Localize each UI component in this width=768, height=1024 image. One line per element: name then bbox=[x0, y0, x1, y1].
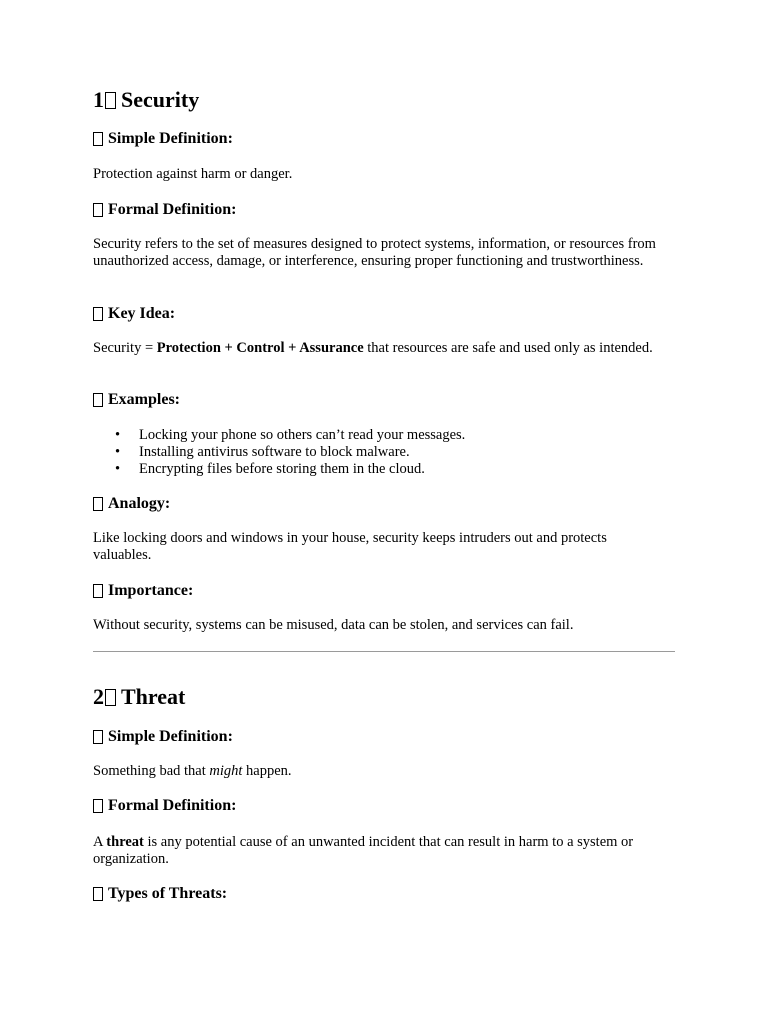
formal-definition-heading bbox=[93, 796, 236, 816]
emoji-icon bbox=[93, 203, 103, 217]
heading-label: Formal Definition: bbox=[108, 797, 237, 814]
text-emphasis: might bbox=[209, 763, 243, 779]
simple-definition-text: Protection against harm or danger. bbox=[93, 166, 293, 182]
types-of-threats-heading bbox=[93, 884, 227, 904]
analogy-text: Like locking doors and windows in your house, security keeps intruders out and protects valuables. bbox=[93, 530, 607, 563]
list-item: • Encrypting files before storing them in the cloud. bbox=[93, 461, 676, 478]
heading-label: Types of Threats: bbox=[108, 885, 228, 902]
examples-heading bbox=[93, 390, 180, 410]
list-item: • Installing antivirus software to block malware. bbox=[93, 444, 676, 461]
importance-text: Without security, systems can be misused, data can be stolen, and services can fail. bbox=[93, 617, 574, 633]
emoji-icon bbox=[93, 584, 103, 598]
heading-label: Simple Definition: bbox=[108, 728, 233, 745]
examples-list bbox=[93, 427, 676, 478]
formal-definition-text bbox=[93, 834, 676, 868]
emoji-icon bbox=[93, 887, 103, 901]
key-idea-text bbox=[93, 340, 653, 357]
emoji-icon bbox=[93, 132, 103, 146]
heading-label: Formal Definition: bbox=[108, 201, 237, 218]
analogy-heading bbox=[93, 494, 170, 514]
section-2-number: 2 bbox=[93, 684, 104, 709]
keycap-icon bbox=[105, 689, 116, 706]
text-prefix: Something bad that bbox=[93, 763, 210, 779]
text-prefix: A bbox=[93, 834, 107, 850]
heading-label: Key Idea: bbox=[108, 305, 176, 322]
formal-definition-text: Security refers to the set of measures designed to protect systems, information, or resources from unauthorized access, damage, or interference, ensuring proper functioning and trustworthiness. bbox=[93, 236, 656, 269]
section-1-number: 1 bbox=[93, 87, 104, 112]
section-2-title: Threat bbox=[121, 684, 186, 709]
simple-definition-heading bbox=[93, 727, 233, 747]
emoji-icon bbox=[93, 307, 103, 321]
text-term: threat bbox=[106, 834, 144, 850]
text-suffix: is any potential cause of an unwanted incident that can result in harm to a system or organization. bbox=[93, 834, 634, 867]
heading-label: Simple Definition: bbox=[108, 130, 233, 147]
simple-definition-text bbox=[93, 763, 292, 780]
text-suffix: happen. bbox=[242, 763, 292, 779]
emoji-icon bbox=[93, 393, 103, 407]
emoji-icon bbox=[93, 799, 103, 813]
formal-definition-heading bbox=[93, 200, 236, 220]
section-1-heading bbox=[93, 87, 199, 113]
section-divider bbox=[93, 651, 675, 652]
emoji-icon bbox=[93, 497, 103, 511]
list-item: • Locking your phone so others can’t read your messages. bbox=[93, 427, 676, 444]
section-2-heading bbox=[93, 684, 185, 710]
emoji-icon bbox=[93, 730, 103, 744]
heading-label: Importance: bbox=[108, 582, 194, 599]
importance-heading bbox=[93, 581, 193, 601]
heading-label: Analogy: bbox=[108, 495, 171, 512]
section-1-title: Security bbox=[121, 87, 200, 112]
heading-label: Examples: bbox=[108, 391, 180, 408]
key-idea-formula: Protection + Control + Assurance bbox=[156, 340, 364, 356]
key-idea-suffix: that resources are safe and used only as intended. bbox=[363, 340, 653, 356]
keycap-icon bbox=[105, 92, 116, 109]
simple-definition-heading bbox=[93, 129, 233, 149]
key-idea-heading bbox=[93, 304, 175, 324]
key-idea-prefix: Security = bbox=[93, 340, 157, 356]
